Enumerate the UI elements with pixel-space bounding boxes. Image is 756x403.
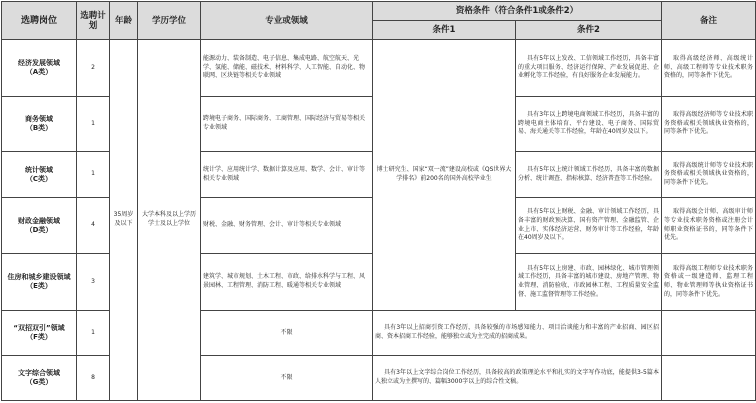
major-cell: 能源动力、装备制造、电子信息、集成电路、航空航天、光学、氢能、储能、磁技术、材料科学、人工智能、自动化、物联网、区块链等相关专业领域: [201, 40, 373, 97]
remark-cell: 取得高级经济师、高级统计师、高级工程师等专业技术职务资格的，同等条件下优先。: [662, 40, 756, 97]
cond2-cell: 具有3年以上跨境电商领域工作经历，具备丰富的跨境电商主体培育、平台建设、电子商务、国际贸易、海关通关等工作经验，年龄在40周岁及以下。: [516, 97, 662, 152]
major-cell: 建筑学、城市规划、土木工程、市政、给排水科学与工程、风景园林、工程管理、消防工程、暖通等相关专业领域: [201, 254, 373, 311]
area-cell: [2, 40, 77, 97]
cond-merged-cell: 具有3年以上招商引资工作经历，具备较强的市场感知能力、项目洽谈能力和丰富的产业招商、园区招商、资本招商工作经验，能够独立或为主完成的招商成果。: [373, 311, 662, 356]
header-qualification: 资格条件（符合条件1或条件2）: [373, 2, 662, 21]
major-cell: 跨境电子商务、国际商务、工商管理、国际经济与贸易等相关专业领域: [201, 97, 373, 152]
remark-cell: 取得高级统计师等专业技术职务资格或相关领域执业资格的，同等条件下优先。: [662, 152, 756, 198]
header-remark: 备注: [662, 2, 756, 40]
cond2-cell: 具有5年以上统计领域工作经历，具备丰富的数据分析、统计调查、指标核算、经济普查等工作经验。: [516, 152, 662, 198]
area-cell: [2, 97, 77, 152]
plan-cell: 8: [77, 356, 110, 401]
age-cell: 35周岁及以下: [110, 40, 138, 401]
area-class: （E类）: [26, 282, 52, 290]
area-name: 文字综合领域: [18, 369, 60, 377]
area-cell: [2, 311, 77, 356]
area-cell: [2, 254, 77, 311]
area-name: “双招双引”领域: [13, 324, 65, 332]
area-class: （C类）: [25, 174, 53, 183]
plan-cell: 3: [77, 254, 110, 311]
area-cell: [2, 198, 77, 254]
plan-cell: 2: [77, 40, 110, 97]
area-class: （D类）: [25, 225, 53, 234]
area-class: （A类）: [25, 68, 53, 76]
header-cond1: 条件1: [373, 21, 516, 40]
recruitment-table: [1, 1, 756, 401]
major-cell: 不限: [201, 311, 373, 356]
area-class: （B类）: [25, 124, 53, 132]
area-name: 统计领域: [25, 165, 53, 174]
remark-cell: 取得高级会计师、高级审计师等专业技术职务资格或注册会计师职业资格证书的，同等条件下优先。: [662, 198, 756, 254]
plan-cell: 1: [77, 311, 110, 356]
header-plan: 选聘计划: [77, 2, 110, 40]
header-education: 学历学位: [138, 2, 201, 40]
major-cell: 财税、金融、财务管理、会计、审计等相关专业领域: [201, 198, 373, 254]
remark-cell: 取得高级工程师专业技术职务资格或一级建造师、监理工程师、物业管理师等执业资格证书的，同等条件下优先。: [662, 254, 756, 311]
header-cond2: 条件2: [516, 21, 662, 40]
cond-merged-cell: 具有3年以上文字综合岗位工作经历，具备较高的政策理论水平和扎实的文字写作功底，能提供3-5篇本人独立或为主撰写的、篇幅3000字以上的综合性文稿。: [373, 356, 662, 401]
remark-cell: [662, 311, 756, 356]
area-cell: [2, 152, 77, 198]
cond2-cell: 具有5年以上房建、市政、园林绿化、城市管理领域工作经历，具备丰富的城市建设、房地产管理、物业管理、消防验收、市政园林工程、工程质量安全监督、施工监督管理等工作经验。: [516, 254, 662, 311]
major-cell: 统计学、应用统计学、数据计算及应用、数学、会计、审计等相关专业领域: [201, 152, 373, 198]
plan-cell: 1: [77, 152, 110, 198]
area-name: 商务领域: [25, 115, 53, 123]
area-class: （G类）: [25, 378, 53, 386]
area-class: （F类）: [26, 333, 52, 341]
education-cell: 大学本科及以上学历学士及以上学位: [138, 40, 201, 401]
area-name: 财政金融领域: [18, 216, 60, 225]
plan-cell: 1: [77, 97, 110, 152]
remark-cell: 取得高级经济师等专业技术职务资格或相关领域执业资格的，同等条件下优先。: [662, 97, 756, 152]
cond2-cell: 具有5年以上财税、金融、审计领域工作经历，具备丰富的财政预决算、国有资产管理、金融监管、企业上市、实体经济运营、财务审计等工作经验，年龄在40周岁及以下。: [516, 198, 662, 254]
header-position: 选聘岗位: [2, 2, 77, 40]
remark-cell: [662, 356, 756, 401]
area-cell: [2, 356, 77, 401]
header-age: 年龄: [110, 2, 138, 40]
major-cell: 不限: [201, 356, 373, 401]
area-name: 住房和城乡建设领域: [7, 273, 71, 281]
cond2-cell: 具有5年以上发改、工信领域工作经历，具备丰富的重大项目服务、经济运行保障、产业发展促进、企业孵化等工作经验，有良好服务企业发展能力。: [516, 40, 662, 97]
area-name: 经济发展领域: [18, 59, 60, 67]
table-row: [2, 40, 756, 97]
header-major: 专业或领域: [201, 2, 373, 40]
plan-cell: 4: [77, 198, 110, 254]
cond1-cell: 博士研究生、国家“双一流”建设高校或《QS世界大学排名》前200名的国外高校毕业生: [373, 40, 516, 311]
